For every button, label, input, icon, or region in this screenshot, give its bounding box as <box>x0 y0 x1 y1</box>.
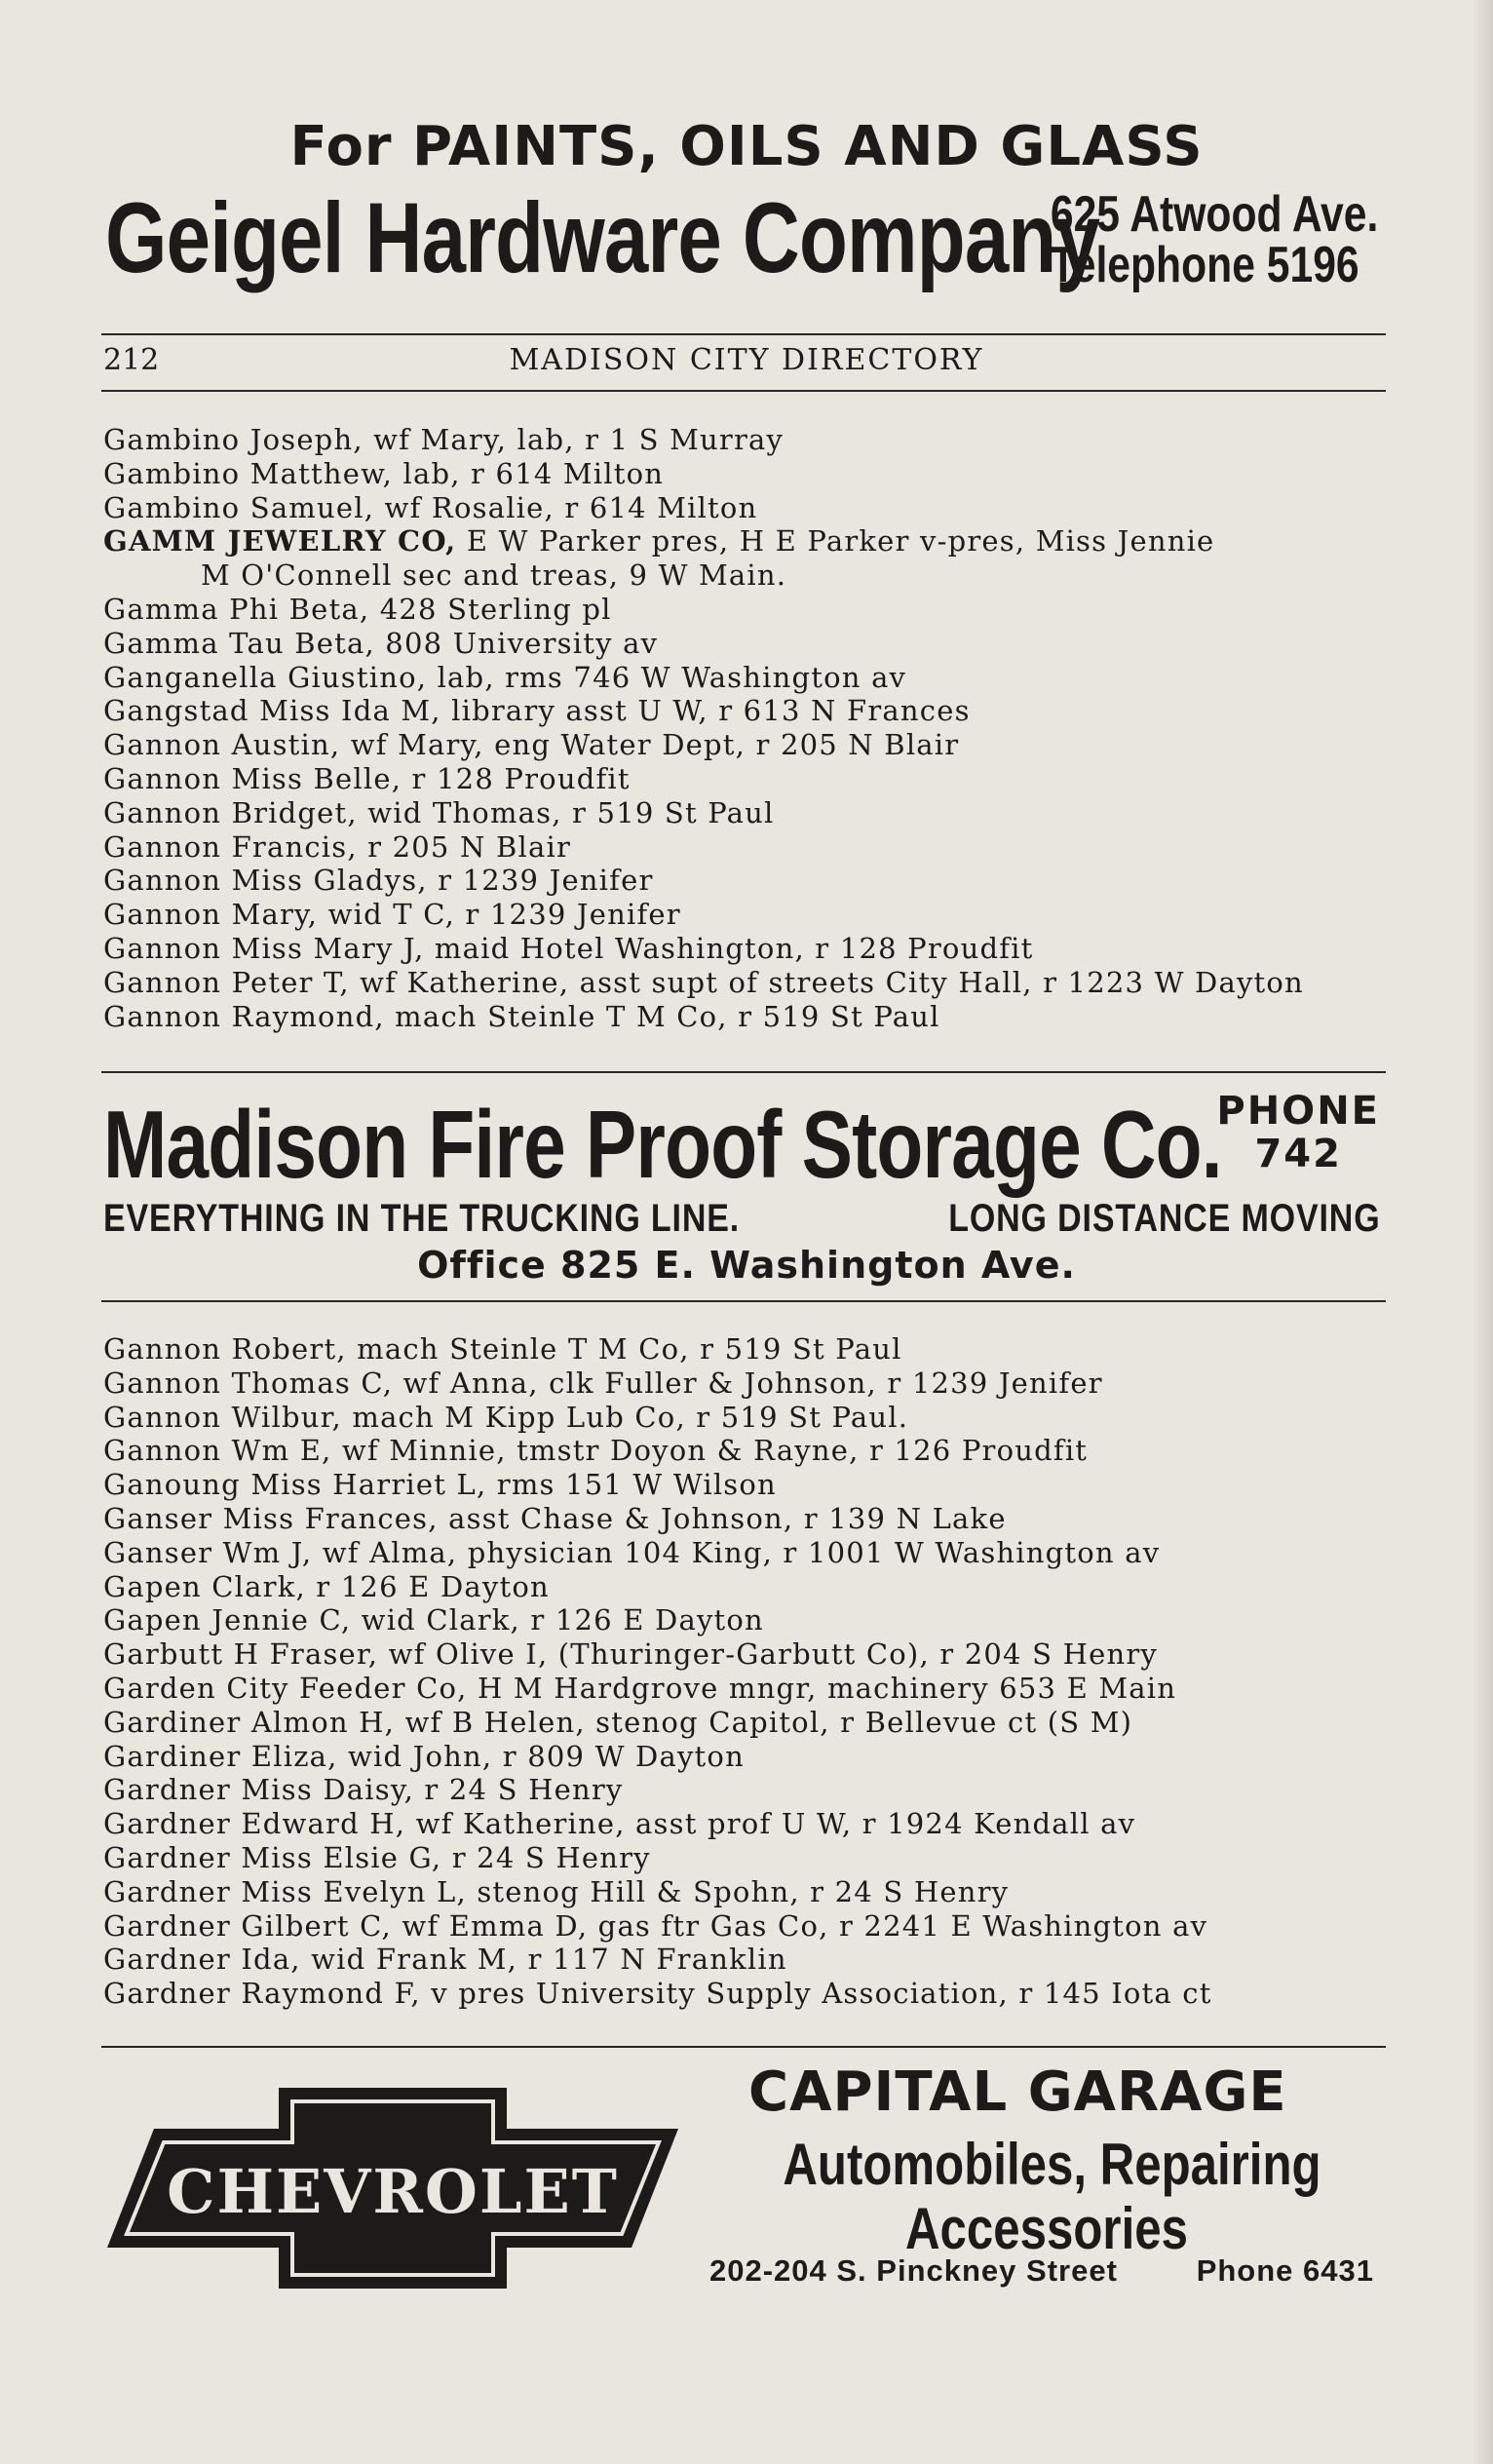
mid-ad-phone-number: 742 <box>1254 1132 1342 1176</box>
directory-entry: Gambino Joseph, wf Mary, lab, r 1 S Murray <box>103 423 785 456</box>
mid-ad-service: LONG DISTANCE MOVING <box>947 1197 1380 1240</box>
directory-entry: Gannon Austin, wf Mary, eng Water Dept, r 205 N Blair <box>103 728 960 762</box>
directory-entry: Gardner Raymond F, v pres University Supply Association, r 145 Iota ct <box>103 1977 1212 2011</box>
directory-entry: Gannon Wilbur, mach M Kipp Lub Co, r 519 St Paul. <box>103 1400 909 1434</box>
top-ad-telephone: Telephone 5196 <box>1050 237 1359 293</box>
top-ad-tagline: For PAINTS, OILS AND GLASS <box>289 115 1204 178</box>
directory-entry-continuation: M O'Connell sec and treas, 9 W Main. <box>201 558 787 593</box>
directory-entry: Gapen Jennie C, wid Clark, r 126 E Dayton <box>103 1603 764 1637</box>
directory-entry: Gannon Wm E, wf Minnie, tmstr Doyon & Rayne, r 126 Proudfit <box>103 1434 1089 1468</box>
directory-entry: Gardner Gilbert C, wf Emma D, gas ftr Gas Co, r 2241 E Washington av <box>103 1908 1208 1943</box>
mid-ad-phone-label: PHONE <box>1216 1089 1380 1134</box>
directory-entry: Gardner Miss Evelyn L, stenog Hill & Spohn, r 24 S Henry <box>103 1874 1010 1908</box>
chevrolet-logo-text: CHEVROLET <box>167 2156 619 2227</box>
top-ad-company-name: Geigel Hardware Company <box>105 182 1100 293</box>
header-rule-top <box>101 333 1386 335</box>
directory-entry: Gardner Ida, wid Frank M, r 117 N Franklin <box>103 1943 787 1977</box>
directory-listing-bottom <box>103 1332 1399 2011</box>
directory-entry <box>103 524 1399 558</box>
directory-entry: Gamma Tau Beta, 808 University av <box>103 626 659 660</box>
directory-entry: Gardner Miss Daisy, r 24 S Henry <box>103 1773 624 1807</box>
top-ad-address: 625 Atwood Ave. <box>1050 186 1378 243</box>
directory-entry: Gannon Mary, wid T C, r 1239 Jenifer <box>103 898 681 932</box>
mid-ad-phone <box>1216 1090 1380 1175</box>
directory-entry: Gardner Edward H, wf Katherine, asst prof U W, r 1924 Kendall av <box>103 1807 1136 1841</box>
directory-entry: Gannon Bridget, wid Thomas, r 519 St Paul <box>103 795 775 829</box>
directory-entry: Gannon Miss Mary J, maid Hotel Washington, r 128 Proudfit <box>103 931 1034 965</box>
directory-entry: Gardiner Almon H, wf B Helen, stenog Capitol, r Bellevue ct (S M) <box>103 1705 1133 1739</box>
top-ad-contact <box>1050 186 1378 293</box>
directory-entry: Gannon Miss Gladys, r 1239 Jenifer <box>103 864 654 898</box>
directory-entry: Gannon Francis, r 205 N Blair <box>103 829 572 864</box>
directory-entry: Gannon Robert, mach Steinle T M Co, r 519 St Paul <box>103 1332 902 1366</box>
bottom-ad-services: Automobiles, Repairing <box>783 2132 1321 2197</box>
mid-ad-company-name: Madison Fire Proof Storage Co. <box>103 1091 1222 1198</box>
bottom-ad-phone: Phone 6431 <box>1196 2253 1374 2288</box>
bottom-ad-rule <box>101 2046 1386 2048</box>
directory-entry: Gannon Raymond, mach Steinle T M Co, r 519 St Paul <box>103 999 940 1033</box>
directory-entry: Ganganella Giustino, lab, rms 746 W Washington av <box>103 660 907 694</box>
bottom-ad-accessories: Accessories <box>905 2196 1188 2261</box>
directory-entry: Ganser Wm J, wf Alma, physician 104 King, r 1001 W Washington av <box>103 1535 1161 1569</box>
page-number: 212 <box>103 343 160 377</box>
directory-entry: Gambino Matthew, lab, r 614 Milton <box>103 456 665 490</box>
directory-entry: Gannon Miss Belle, r 128 Proudfit <box>103 761 631 795</box>
chevrolet-logo <box>105 2086 680 2291</box>
directory-entry: Ganser Miss Frances, asst Chase & Johnson, r 139 N Lake <box>103 1501 1007 1535</box>
entry-detail: E W Parker pres, H E Parker v-pres, Miss Jennie <box>456 524 1215 558</box>
directory-entry: Gardner Miss Elsie G, r 24 S Henry <box>103 1840 651 1874</box>
directory-entry: Gambino Samuel, wf Rosalie, r 614 Milton <box>103 490 758 524</box>
directory-listing-top <box>103 423 1399 1033</box>
directory-entry: Gapen Clark, r 126 E Dayton <box>103 1569 550 1603</box>
directory-entry: Garden City Feeder Co, H M Hardgrove mngr, machinery 653 E Main <box>103 1671 1177 1705</box>
bottom-ad-address: 202-204 S. Pinckney Street <box>709 2253 1118 2288</box>
business-name: GAMM JEWELRY CO, <box>103 524 457 558</box>
mid-ad-office: Office 825 E. Washington Ave. <box>417 1244 1076 1287</box>
directory-entry: Garbutt H Fraser, wf Olive I, (Thuringer-Garbutt Co), r 204 S Henry <box>103 1637 1158 1672</box>
mid-ad-rule-top <box>101 1071 1386 1073</box>
directory-entry: Gangstad Miss Ida M, library asst U W, r 613 N Frances <box>103 694 971 728</box>
running-title: MADISON CITY DIRECTORY <box>509 343 984 377</box>
directory-entry: Gannon Peter T, wf Katherine, asst supt of streets City Hall, r 1223 W Dayton <box>103 965 1304 999</box>
mid-ad-slogan: EVERYTHING IN THE TRUCKING LINE. <box>103 1197 741 1240</box>
directory-entry: Ganoung Miss Harriet L, rms 151 W Wilson <box>103 1468 777 1502</box>
mid-ad-rule-bottom <box>101 1300 1386 1302</box>
directory-entry: Gamma Phi Beta, 428 Sterling pl <box>103 592 612 626</box>
directory-entry: Gardiner Eliza, wid John, r 809 W Dayton <box>103 1739 745 1773</box>
header-rule-bottom <box>101 390 1386 392</box>
directory-entry: Gannon Thomas C, wf Anna, clk Fuller & Johnson, r 1239 Jenifer <box>103 1366 1103 1400</box>
bottom-ad-company-name: CAPITAL GARAGE <box>748 2060 1287 2124</box>
